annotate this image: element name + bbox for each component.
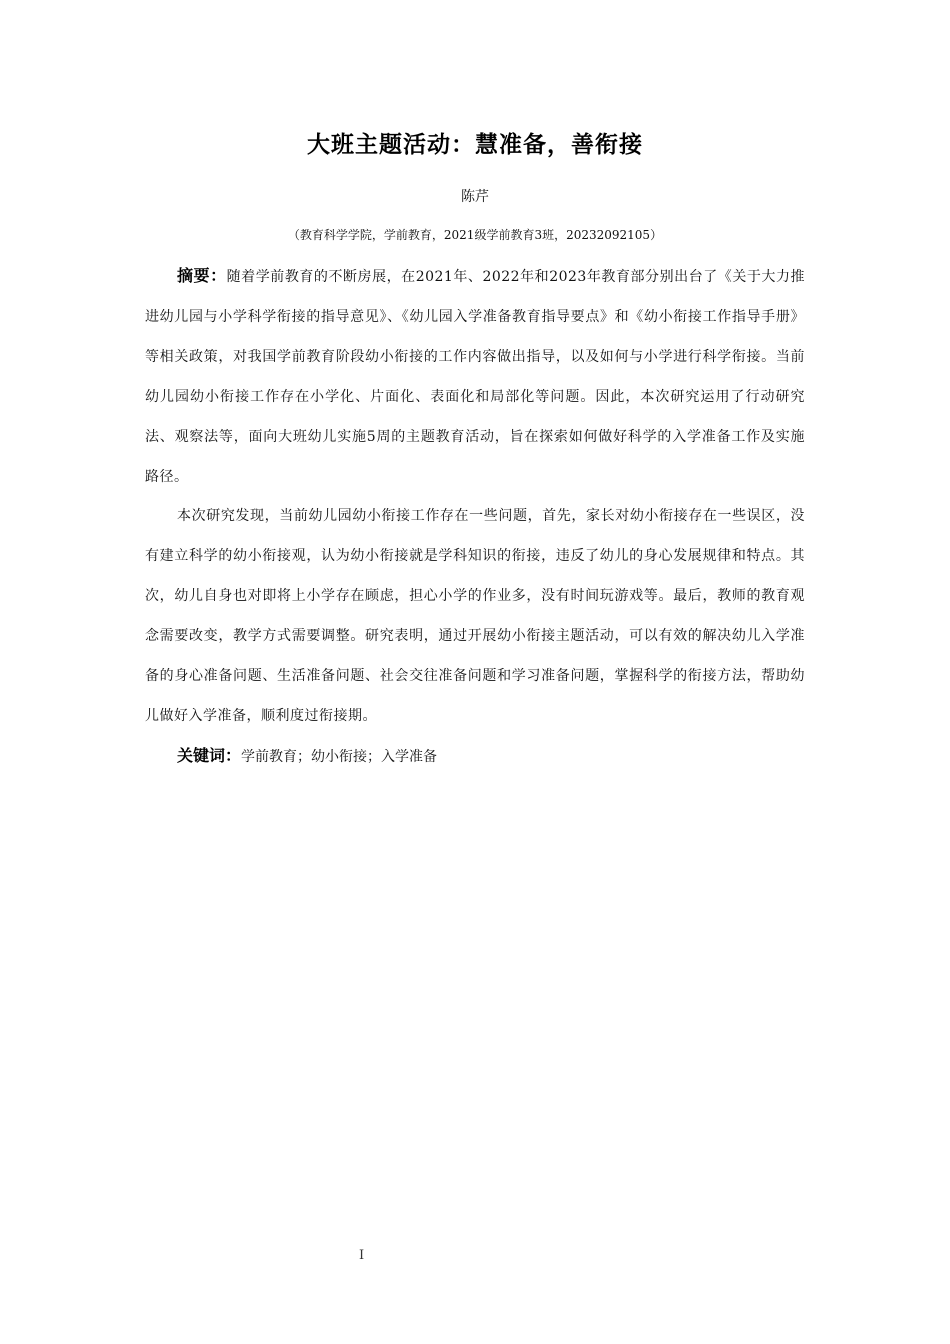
- abstract-label: 摘要：: [177, 266, 227, 285]
- keywords-label: 关键词：: [177, 746, 242, 765]
- keywords-value: 学前教育；幼小衔接；入学准备: [241, 749, 438, 765]
- author-affiliation: （教育科学学院，学前教育，2021级学前教育3班，20232092105）: [287, 228, 663, 242]
- keywords-line: [177, 736, 437, 777]
- author-name: 陈芹: [461, 189, 489, 205]
- paper-title: 大班主题活动：慧准备，善衔接: [307, 132, 643, 158]
- abstract-paragraph-1: [145, 256, 805, 497]
- abstract-paragraph-2: 本次研究发现，当前幼儿园幼小衔接工作存在一些问题，首先，家长对幼小衔接存在一些误区，没有建立科学的幼小衔接观，认为幼小衔接就是学科知识的衔接，违反了幼儿的身心发展规律和特点。其次，幼儿自身也对即将上小学存在顾虑，担心小学的作业多，没有时间玩游戏等。最后，教师的教育观念需要改变，教学方式需要调整。研究表明，通过开展幼小衔接主题活动，可以有效的解决幼儿入学准备的身心准备问题、生活准备问题、社会交往准备问题和学习准备问题，掌握科学的衔接方法，帮助幼儿做好入学准备，顺利度过衔接期。: [145, 508, 805, 724]
- abstract-text-1: 随着学前教育的不断房展，在2021年、2022年和2023年教育部分别出台了《关于大力推进幼儿园与小学科学衔接的指导意见》、《幼儿园入学准备教育指导要点》和《幼小衔接工作指导手册》等相关政策，对我国学前教育阶段幼小衔接的工作内容做出指导，以及如何与小学进行科学衔接。当前幼儿园幼小衔接工作存在小学化、片面化、表面化和局部化等问题。因此，本次研究运用了行动研究法、观察法等，面向大班幼儿实施5周的主题教育活动，旨在探索如何做好科学的入学准备工作及实施路径。: [145, 269, 805, 485]
- page-number: I: [359, 1248, 365, 1263]
